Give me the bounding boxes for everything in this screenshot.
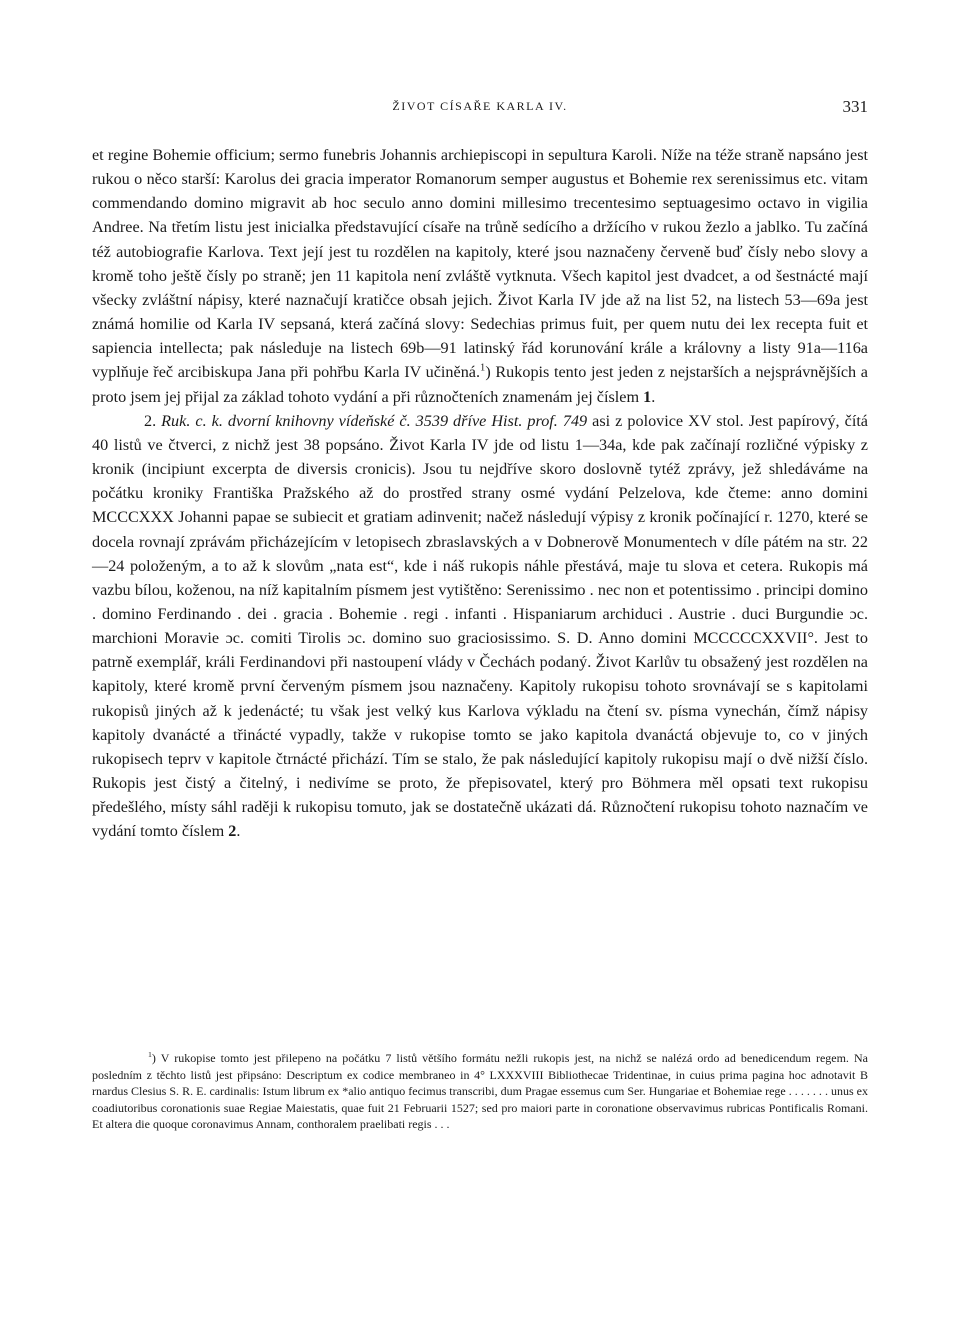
running-head bbox=[92, 97, 868, 121]
footnote-ref: 1 bbox=[480, 363, 486, 375]
footnote-mark: 1 bbox=[148, 1050, 152, 1059]
footnotes bbox=[92, 1050, 868, 1133]
paragraph-1-end: . bbox=[651, 387, 656, 406]
paragraph-1: et regine Bohemie officium; sermo funebris Johannis archiepiscopi in sepultura Karoli. Níže na téže straně napsáno jest rukou o něco starší: Karolus dei gracia imperator Romanorum semper augustus et Bohemie rex serenissimus etc. vitam commendando domino migravit ab hoc seculo anno domini millesimo trecentesimo septuagesimo octavo in vigilia Andree. Na třetím listu jest inicialka představující císaře na trůně sedícího a držícího v rukou žezlo a jablko. Tu začíná též autobiografie Karlova. Text její jest tu rozdělen na kapitoly, které jsou naznačeny červeně buď čísly nebo slovy a kromě toho ještě čísly po straně; jen 11 kapitola není zvláště vytknuta. Všech kapitol jest dvadcet, a od šestnácté mají všecky zvláštní nápisy, které naznačují kratičce obsah jejich. Život Karla IV jde až na list 52, na listech 53—69a jest známá homilie od Karla IV sepsaná, která začíná slovy: Sedechias primus fuit, per quem nutu dei lex recepta fuit et sapiencia intellecta; pak následuje na listech 69b—91 latinský řád korunování krále a královny a listy 91a—116a vyplňuje řeč arcibiskupa Jana při pohřbu Karla IV učiněná.$^1$) Rukopis tento jest jeden z nejstarších a nejsprávnějších a proto jsem jej přijal za základ tohoto vydání a při různočteních znamenám jej číslem 1. bbox=[92, 146, 868, 406]
footnote bbox=[92, 1050, 868, 1133]
paragraph-2-lead: 2. bbox=[144, 411, 162, 430]
page-number: 331 bbox=[842, 97, 868, 116]
manuscript-number: 2 bbox=[228, 822, 237, 841]
paragraph-1-text: et regine Bohemie officium; sermo funebris Johannis archiepiscopi in sepultura Karoli. Níže na téže straně napsáno jest rukou o něco starší: Karolus dei gracia imperator Romanorum semper augustus et Bohemie rex serenissimus etc. vitam commendando domino migravit ab hoc seculo anno domini millesimo trecentesimo septuagesimo octavo in vigilia Andree. Na třetím listu jest inicialka představující císaře na trůně sedícího a držícího v rukou žezlo a jablko. Tu začíná též autobiografie Karlova. Text její jest tu rozdělen na kapitoly, které jsou naznačeny červeně buď čísly nebo slovy a kromě toho ještě čísly po straně; jen 11 kapitola není zvláště vytknuta. Všech kapitol jest dvadcet, a od šestnácté mají všecky zvláštní nápisy, které naznačují kratičce obsah jejich. Život Karla IV jde až na list 52, na listech 53—69a jest známá homilie od Karla IV sepsaná, která začíná slovy: Sedechias primus fuit, per quem nutu dei lex recepta fuit et sapiencia intellecta; pak následuje na listech 69b—91 latinský řád korunování krále a královny a listy 91a—116a vyplňuje řeč arcibiskupa Jana při pohřbu Karla IV učiněná. bbox=[92, 146, 868, 382]
paragraph-1-continuation: Rukopis tento jest jeden z nejstarších a nejsprávnějších a proto jsem jej přijal za základ tohoto vydání a při různočteních znamenám jej číslem bbox=[92, 363, 868, 406]
footnote-text: ) V rukopise tomto jest přilepeno na počátku 7 listů většího formátu nežli rukopis jest, na nichž se nalézá ordo ad benedicendum regem. Na posledním z těchto listů jest připsáno: Descriptum ex codice membraneo in 4° LXXXVIII Bibliothecae Tridentinae, in cuius prima pagina hoc adnotavit B rnardus Clesius S. R. E. cardinalis: Istum librum ex *alio antiquo fecimus transcribi, dum Pragae essemus cum Ser. Hungariae et Bohemiae rege . . . . . . . unus ex coadiutoribus coronationis suae Regiae Maiestatis, quae fuit 21 Februarii 1527; sed pro maiori parte in coronatione observavimus rubricas Pontificalis Romani. Et altera die quoque coronavimus Annam, conthoralem praelibati regis . . . bbox=[92, 1051, 868, 1132]
paragraph-2 bbox=[92, 409, 868, 844]
paragraph-2-text: asi z polovice XV stol. Jest papírový, čítá 40 listů ve čtverci, z nichž jest 38 popsáno. Život Karla IV jde od listu 1—34a, kde pak začínají rozličné výpisky z kronik (incipiunt excerpta de diversis cronicis). Jsou tu nejdříve skoro doslovně tytéž zprávy, jež shledáváme na počátku kroniky Františka Pražského až do prostřed strany osmé vydání Pelzelova, kde čteme: anno domini MCCCXXX Johanni papae se subiecit et gratiam adinvenit; načež následují výpisy z kronik počínající r. 1270, které se docela rovnají zprávám přicházejícím v letopisech zbraslavských a v Dobnerově Monumentech v díle pátém na str. 22—24 položeným, a to až k slovům „nata est“, kde i náš rukopis náhle přestává, maje tu slova et cetera. Rukopis má vazbu bílou, koženou, na níž kapitalním písmem jest vytištěno: Serenissimo . nec non et potentissimo . principi domino . domino Ferdinando . dei . gracia . Bohemie . regi . infanti . Hispaniarum archiduci . Austrie . duci Burgundie ɔc. marchioni Moravie ɔc. comiti Tirolis ɔc. domino suo graciosissimo. S. D. Anno domini MCCCCCXXVII°. Jest to patrně exemplář, králi Ferdinandovi při nastoupení vlády v Čechách podaný. Život Karlův tu obsažený jest rozdělen na kapitoly, které kromě první červeným písmem jsou naznačeny. Kapitoly rukopisu tohoto srovnávají se s kapitolami rukopisů jiných až k jedenácté; tu však jest velký kus Karlova výkladu na čtení sv. písma vynechán, čímž nápisy kapitoly dvanácté a třinácté vypadly, takže v rukopise tomto se jako kapitola dvanáctá objevuje to, co v jiných rukopisech teprv v kapitole čtrnácté přichází. Tím se stalo, že pak následující kapitoly rukopisu mají o dvě nižší číslo. Rukopis jest čistý a čitelný, i nedivíme se proto, že přepisovatel, který pro Böhmera měl opsati text rukopisu předešlého, místy sáhl raději k rukopisu tomuto, jak se dostatečně ukázati dá. Různočtení rukopisu tohoto naznačím ve vydání tomto číslem bbox=[92, 411, 868, 841]
paragraph-2-end: . bbox=[236, 822, 241, 841]
running-title: ŽIVOT CÍSAŘE KARLA IV. bbox=[392, 99, 568, 113]
manuscript-number: 1 bbox=[643, 387, 652, 406]
body-text bbox=[92, 143, 868, 844]
manuscript-title: Ruk. c. k. dvorní knihovny vídeňské č. 3539 dříve Hist. prof. 749 bbox=[161, 411, 588, 430]
